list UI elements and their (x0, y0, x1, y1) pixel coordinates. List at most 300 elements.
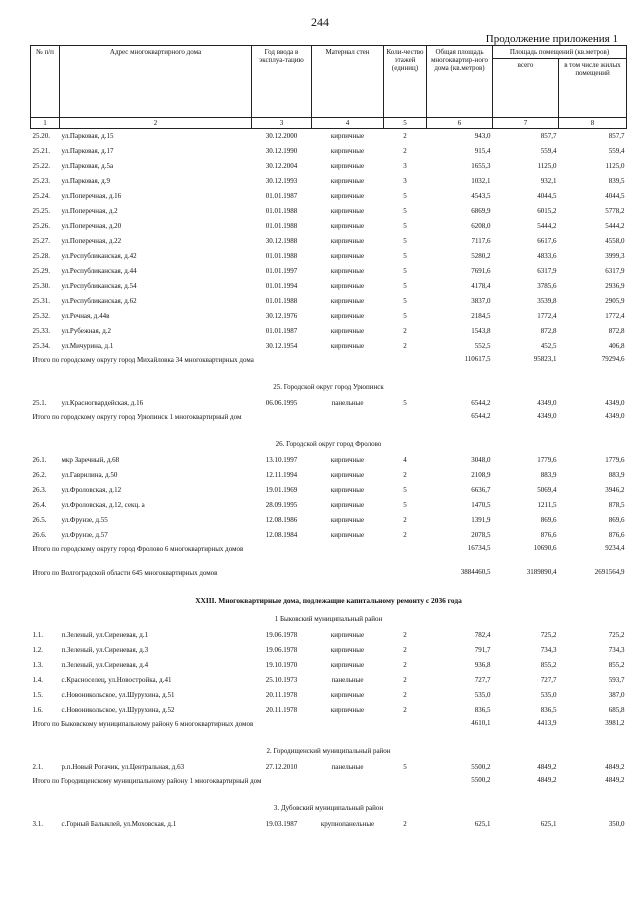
row-wall-material: кирпичные (330, 531, 365, 540)
total-label: Итого по городскому округу город Фролово 6 многоквартирных домов (32, 545, 244, 554)
row-premises-total: 4833,6 (537, 252, 557, 261)
row-premises-residential: 878,5 (608, 501, 625, 510)
row-year: 20.11.1978 (265, 706, 298, 715)
row-year: 19.01.1969 (265, 486, 298, 495)
row-total-area: 943,0 (474, 132, 491, 141)
row-address: ул.Фрунзе, д.55 (61, 516, 108, 525)
total-value: 4349,0 (605, 412, 625, 421)
header-year: Год ввода в эксплуа-тацию (252, 46, 312, 118)
row-number: 25.28. (32, 252, 50, 261)
row-premises-total: 1779,6 (537, 456, 557, 465)
total-value: 10690,6 (533, 544, 557, 553)
row-year: 12.11.1994 (265, 471, 298, 480)
row-address: ул.Мичурина, д.1 (61, 342, 114, 351)
section-heading-row (31, 799, 627, 817)
row-wall-material: кирпичные (330, 486, 365, 495)
row-number: 1.2. (32, 646, 43, 655)
table-body (31, 118, 627, 833)
row-floors: 5 (403, 267, 407, 276)
row-premises-residential: 5444,2 (605, 222, 625, 231)
header-address: Адрес многоквартирного дома (60, 46, 252, 118)
row-number: 25.32. (32, 312, 50, 321)
row-number: 26.1. (32, 456, 47, 465)
row-address: ул.Парковая, д.9 (61, 177, 110, 186)
row-total-area: 552,5 (474, 342, 491, 351)
total-value: 9234,4 (605, 544, 625, 553)
row-total-area: 2078,5 (471, 531, 491, 540)
row-wall-material: крупнопанельные (320, 820, 375, 829)
row-wall-material: кирпичные (330, 297, 365, 306)
table-row (31, 817, 627, 832)
table-row (31, 673, 627, 688)
row-wall-material: кирпичные (330, 691, 365, 700)
row-wall-material: панельные (331, 399, 364, 408)
row-address: п.Зеленый, ул.Сиреневая, д.4 (61, 661, 149, 670)
row-premises-total: 869,6 (540, 516, 557, 525)
row-premises-total: 3785,6 (537, 282, 557, 291)
row-premises-residential: 2936,9 (605, 282, 625, 291)
row-premises-residential: 857,7 (608, 132, 625, 141)
row-premises-total: 4044,5 (537, 192, 557, 201)
table-row (31, 294, 627, 309)
row-total-area: 1391,9 (471, 516, 491, 525)
row-wall-material: панельные (331, 763, 364, 772)
row-number: 2.1. (32, 763, 43, 772)
row-premises-total: 725,2 (540, 631, 557, 640)
row-premises-total: 452,5 (540, 342, 557, 351)
total-value: 4349,0 (537, 412, 557, 421)
row-year: 01.01.1988 (265, 252, 298, 261)
column-index-cell: 7 (493, 118, 559, 129)
row-floors: 2 (403, 646, 407, 655)
row-premises-total: 3539,8 (537, 297, 557, 306)
row-address: мкр Заречный, д.68 (61, 456, 120, 465)
row-premises-total: 727,7 (540, 676, 557, 685)
row-premises-total: 559,4 (540, 147, 557, 156)
total-value: 5500,2 (471, 776, 491, 785)
total-value: 4849,2 (605, 776, 625, 785)
table-row (31, 129, 627, 145)
section-heading: 1 Быковский муниципальный район (274, 614, 383, 623)
row-number: 3.1. (32, 820, 43, 829)
row-premises-total: 883,9 (540, 471, 557, 480)
row-floors: 3 (403, 162, 407, 171)
table-row (31, 279, 627, 294)
row-total-area: 782,4 (474, 631, 491, 640)
header-total-area: Общая площадь многоквартир-ного дома (кв.метров) (427, 46, 493, 118)
row-total-area: 625,1 (474, 820, 491, 829)
row-wall-material: кирпичные (330, 342, 365, 351)
table-row (31, 144, 627, 159)
row-address: ул.Парковая, д.15 (61, 132, 114, 141)
row-address: ул.Рубежная, д.2 (61, 327, 112, 336)
row-wall-material: кирпичные (330, 162, 365, 171)
row-floors: 2 (403, 676, 407, 685)
row-floors: 3 (403, 177, 407, 186)
row-number: 25.31. (32, 297, 50, 306)
row-number: 25.23. (32, 177, 50, 186)
row-wall-material: кирпичные (330, 282, 365, 291)
row-year: 19.10.1970 (265, 661, 298, 670)
row-number: 1.4. (32, 676, 43, 685)
row-floors: 5 (403, 282, 407, 291)
row-premises-total: 734,3 (540, 646, 557, 655)
row-number: 25.25. (32, 207, 50, 216)
row-premises-residential: 3946,2 (605, 486, 625, 495)
total-value: 79294,6 (601, 355, 625, 364)
row-premises-total: 1772,4 (537, 312, 557, 321)
row-year: 12.08.1986 (265, 516, 298, 525)
row-premises-residential: 5778,2 (605, 207, 625, 216)
row-address: ул.Парковая, д.17 (61, 147, 114, 156)
row-floors: 4 (403, 456, 407, 465)
row-wall-material: кирпичные (330, 207, 365, 216)
row-number: 1.5. (32, 691, 43, 700)
row-year: 19.03.1987 (265, 820, 298, 829)
row-premises-residential: 1779,6 (605, 456, 625, 465)
row-year: 28.09.1995 (265, 501, 298, 510)
row-total-area: 535,0 (474, 691, 491, 700)
row-premises-residential: 593,7 (608, 676, 625, 685)
section-heading-row (31, 610, 627, 628)
row-wall-material: кирпичные (330, 516, 365, 525)
total-row (31, 718, 627, 742)
total-label: Итого по Быковскому муниципальному району 6 многоквартирных домов (32, 720, 254, 729)
row-number: 25.27. (32, 237, 50, 246)
header-premises-area: Площадь помещений (кв.метров) (493, 46, 627, 59)
row-total-area: 836,5 (474, 706, 491, 715)
row-total-area: 3048,0 (471, 456, 491, 465)
column-index-cell: 1 (31, 118, 60, 129)
total-label: Итого по городскому округу город Урюпинск 1 многоквартирный дом (32, 413, 242, 422)
row-premises-residential: 883,9 (608, 471, 625, 480)
row-address: ул.Речная, д.44в (61, 312, 110, 321)
total-value: 16734,5 (467, 544, 491, 553)
table-row (31, 249, 627, 264)
row-wall-material: кирпичные (330, 237, 365, 246)
row-floors: 5 (403, 312, 407, 321)
row-year: 30.12.1988 (265, 237, 298, 246)
total-row (31, 411, 627, 435)
row-total-area: 5500,2 (471, 763, 491, 772)
row-premises-residential: 725,2 (608, 631, 625, 640)
row-number: 26.3. (32, 486, 47, 495)
row-premises-residential: 4044,5 (605, 192, 625, 201)
row-premises-total: 836,5 (540, 706, 557, 715)
row-wall-material: кирпичные (330, 646, 365, 655)
table-row (31, 498, 627, 513)
total-value: 4610,1 (471, 719, 491, 728)
total-value: 3884460,5 (460, 568, 491, 577)
section-heading: 26. Городской округ город Фролово (275, 439, 382, 448)
row-floors: 5 (403, 222, 407, 231)
row-floors: 2 (403, 342, 407, 351)
table-row (31, 468, 627, 483)
row-wall-material: кирпичные (330, 471, 365, 480)
row-total-area: 2184,5 (471, 312, 491, 321)
row-premises-residential: 3999,3 (605, 252, 625, 261)
row-number: 1.3. (32, 661, 43, 670)
row-year: 01.01.1987 (265, 192, 298, 201)
chapter-heading: XXIII. Многоквартирные дома, подлежащие капитальному ремонту с 2036 года (195, 596, 462, 606)
row-year: 01.01.1988 (265, 222, 298, 231)
page-number: 244 (311, 15, 329, 29)
row-total-area: 6636,7 (471, 486, 491, 495)
row-total-area: 5280,2 (471, 252, 491, 261)
row-total-area: 1543,8 (471, 327, 491, 336)
row-total-area: 4178,4 (471, 282, 491, 291)
row-year: 01.01.1994 (265, 282, 298, 291)
row-premises-total: 876,6 (540, 531, 557, 540)
row-year: 30.12.1993 (265, 177, 298, 186)
row-premises-residential: 350,0 (608, 820, 625, 829)
row-premises-total: 535,0 (540, 691, 557, 700)
row-floors: 5 (403, 207, 407, 216)
housing-register-table (30, 45, 627, 832)
total-row (31, 567, 627, 591)
row-premises-residential: 406,8 (608, 342, 625, 351)
row-wall-material: кирпичные (330, 132, 365, 141)
total-value: 6544,2 (471, 412, 491, 421)
row-wall-material: кирпичные (330, 631, 365, 640)
column-index-cell: 4 (312, 118, 384, 129)
row-number: 26.5. (32, 516, 47, 525)
table-row (31, 219, 627, 234)
table-row (31, 396, 627, 411)
column-index-cell: 3 (252, 118, 312, 129)
row-year: 01.01.1988 (265, 297, 298, 306)
row-address: ул.Республиканская, д.42 (61, 252, 137, 261)
row-premises-residential: 4349,0 (605, 399, 625, 408)
row-wall-material: кирпичные (330, 177, 365, 186)
row-wall-material: кирпичные (330, 501, 365, 510)
row-total-area: 915,4 (474, 147, 491, 156)
row-address: ул.Поперечная, д.2 (61, 207, 118, 216)
row-premises-total: 857,7 (540, 132, 557, 141)
section-heading-row (31, 742, 627, 760)
row-address: ул.Парковая, д.5а (61, 162, 114, 171)
row-number: 25.30. (32, 282, 50, 291)
column-index-cell: 5 (384, 118, 427, 129)
table-row (31, 339, 627, 354)
row-premises-residential: 6317,9 (605, 267, 625, 276)
row-premises-total: 4349,0 (537, 399, 557, 408)
row-floors: 5 (403, 297, 407, 306)
row-address: ул.Поперечная, д.22 (61, 237, 122, 246)
row-year: 01.01.1997 (265, 267, 298, 276)
row-floors: 2 (403, 706, 407, 715)
chapter-heading-row (31, 591, 627, 610)
row-floors: 5 (403, 237, 407, 246)
row-wall-material: кирпичные (330, 312, 365, 321)
row-number: 25.21. (32, 147, 50, 156)
total-value: 95823,1 (533, 355, 557, 364)
section-heading-row (31, 378, 627, 396)
total-value: 3189890,4 (526, 568, 557, 577)
row-premises-residential: 1772,4 (605, 312, 625, 321)
row-year: 30.12.1990 (265, 147, 298, 156)
row-address: с.Горный Балыклей, ул.Моховская, д.1 (61, 820, 177, 829)
row-number: 25.24. (32, 192, 50, 201)
row-premises-total: 1125,0 (537, 162, 557, 171)
row-year: 13.10.1997 (265, 456, 298, 465)
row-total-area: 727,7 (474, 676, 491, 685)
table-row (31, 453, 627, 468)
row-premises-residential: 872,8 (608, 327, 625, 336)
row-wall-material: кирпичные (330, 327, 365, 336)
row-premises-total: 5069,4 (537, 486, 557, 495)
table-row (31, 174, 627, 189)
row-total-area: 4543,5 (471, 192, 491, 201)
row-premises-residential: 559,4 (608, 147, 625, 156)
row-total-area: 2108,9 (471, 471, 491, 480)
row-total-area: 6544,2 (471, 399, 491, 408)
row-floors: 5 (403, 252, 407, 261)
row-number: 1.6. (32, 706, 43, 715)
table-row (31, 324, 627, 339)
header-wall-material: Материал стен (312, 46, 384, 118)
row-floors: 2 (403, 516, 407, 525)
row-number: 26.2. (32, 471, 47, 480)
table-row (31, 513, 627, 528)
row-total-area: 1655,3 (471, 162, 491, 171)
total-label: Итого по Городищенскому муниципальному району 1 многоквартирный дом (32, 777, 262, 786)
row-year: 19.06.1978 (265, 631, 298, 640)
row-number: 25.34. (32, 342, 50, 351)
row-wall-material: кирпичные (330, 661, 365, 670)
row-address: ул.Фроловская, д.12, секц. а (61, 501, 145, 510)
row-premises-residential: 387,0 (608, 691, 625, 700)
total-value: 110617,5 (464, 355, 491, 364)
row-premises-residential: 2905,9 (605, 297, 625, 306)
row-number: 25.22. (32, 162, 50, 171)
total-value: 3981,2 (605, 719, 625, 728)
row-premises-residential: 869,6 (608, 516, 625, 525)
column-index-cell: 8 (559, 118, 627, 129)
row-total-area: 6869,9 (471, 207, 491, 216)
row-number: 25.20. (32, 132, 50, 141)
row-floors: 5 (403, 486, 407, 495)
row-address: ул.Республиканская, д.44 (61, 267, 137, 276)
row-total-area: 7117,6 (471, 237, 491, 246)
row-floors: 5 (403, 763, 407, 772)
row-number: 25.33. (32, 327, 50, 336)
row-address: ул.Гаврилина, д.50 (61, 471, 118, 480)
total-row (31, 543, 627, 567)
row-floors: 5 (403, 399, 407, 408)
row-floors: 2 (403, 531, 407, 540)
row-premises-residential: 685,8 (608, 706, 625, 715)
row-premises-total: 4849,2 (537, 763, 557, 772)
section-heading-row (31, 435, 627, 453)
row-address: ул.Красногвардейская, д.16 (61, 399, 144, 408)
row-floors: 2 (403, 661, 407, 670)
header-floors: Коли-чество этажей (единиц) (384, 46, 427, 118)
row-year: 01.01.1987 (265, 327, 298, 336)
row-premises-total: 5444,2 (537, 222, 557, 231)
table-row (31, 528, 627, 543)
row-year: 19.06.1978 (265, 646, 298, 655)
row-year: 20.11.1978 (265, 691, 298, 700)
row-number: 25.1. (32, 399, 47, 408)
row-address: с.Новоникольское, ул.Шурухина, д.51 (61, 691, 175, 700)
row-year: 30.12.1954 (265, 342, 298, 351)
table-row (31, 760, 627, 775)
row-address: с.Новоникольское, ул.Шурухина, д.52 (61, 706, 175, 715)
row-address: ул.Поперечная, д.16 (61, 192, 122, 201)
row-wall-material: кирпичные (330, 456, 365, 465)
row-floors: 2 (403, 631, 407, 640)
row-premises-residential: 4558,0 (605, 237, 625, 246)
row-premises-total: 6617,6 (537, 237, 557, 246)
row-address: ул.Фроловская, д.12 (61, 486, 122, 495)
row-number: 26.6. (32, 531, 47, 540)
continuation-caption: Продолжение приложения 1 (485, 33, 618, 45)
row-address: п.Зеленый, ул.Сиреневая, д.1 (61, 631, 149, 640)
row-premises-total: 6015,2 (537, 207, 557, 216)
table-row (31, 483, 627, 498)
table-row (31, 204, 627, 219)
row-premises-residential: 4849,2 (605, 763, 625, 772)
row-number: 1.1. (32, 631, 43, 640)
row-floors: 5 (403, 501, 407, 510)
row-wall-material: кирпичные (330, 192, 365, 201)
column-index-cell: 2 (60, 118, 252, 129)
row-premises-residential: 839,5 (608, 177, 625, 186)
row-premises-total: 6317,9 (537, 267, 557, 276)
row-wall-material: кирпичные (330, 706, 365, 715)
row-address: р.п.Новый Рогачик, ул.Центральная, д.63 (61, 763, 185, 772)
table-row (31, 658, 627, 673)
row-premises-total: 932,1 (540, 177, 557, 186)
row-premises-residential: 734,3 (608, 646, 625, 655)
row-year: 27.12.2010 (265, 763, 298, 772)
total-row (31, 775, 627, 799)
column-index-cell: 6 (427, 118, 493, 129)
header-number: № п/п (31, 46, 60, 118)
table-row (31, 234, 627, 249)
row-wall-material: кирпичные (330, 222, 365, 231)
row-floors: 2 (403, 691, 407, 700)
row-total-area: 3837,0 (471, 297, 491, 306)
row-address: ул.Республиканская, д.62 (61, 297, 137, 306)
row-floors: 5 (403, 192, 407, 201)
row-wall-material: кирпичные (330, 252, 365, 261)
row-year: 01.01.1988 (265, 207, 298, 216)
row-total-area: 791,7 (474, 646, 491, 655)
total-label: Итого по Волгоградской области 645 многоквартирных домов (32, 569, 218, 578)
table-row (31, 688, 627, 703)
total-value: 4849,2 (537, 776, 557, 785)
row-address: п.Зеленый, ул.Сиреневая, д.3 (61, 646, 149, 655)
row-address: ул.Фрунзе, д.57 (61, 531, 108, 540)
table-row (31, 628, 627, 643)
row-floors: 2 (403, 471, 407, 480)
row-premises-residential: 855,2 (608, 661, 625, 670)
section-heading: 2. Городищенский муниципальный район (266, 746, 391, 755)
row-address: ул.Поперечная, д.20 (61, 222, 122, 231)
row-floors: 2 (403, 147, 407, 156)
total-value: 2691564,9 (594, 568, 625, 577)
table-row (31, 159, 627, 174)
section-heading: 25. Городской округ город Урюпинск (273, 382, 384, 391)
row-total-area: 1470,5 (471, 501, 491, 510)
row-premises-residential: 1125,0 (605, 162, 625, 171)
total-row (31, 354, 627, 378)
row-floors: 2 (403, 132, 407, 141)
row-wall-material: панельные (331, 676, 364, 685)
row-address: с.Красноселец, ул.Новостройка, д.41 (61, 676, 172, 685)
